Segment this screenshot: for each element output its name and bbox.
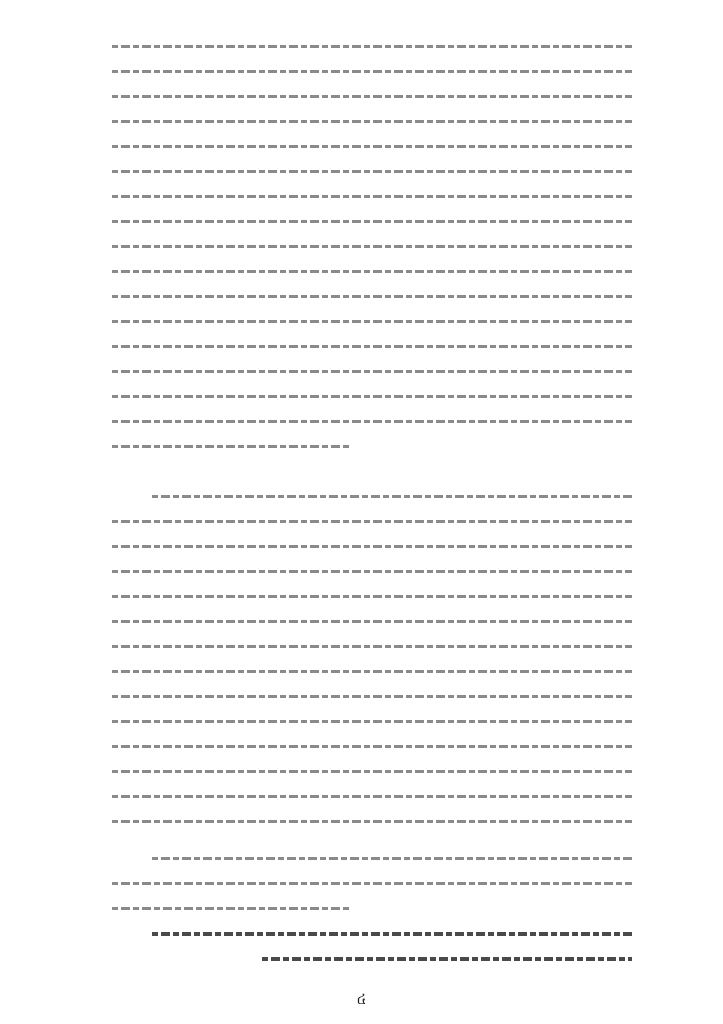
paragraph-1 — [112, 34, 632, 459]
paragraph-3 — [112, 846, 632, 921]
page-number: ៤ — [356, 992, 367, 1008]
paragraph-2 — [112, 484, 632, 834]
agenda-heading — [112, 921, 632, 971]
